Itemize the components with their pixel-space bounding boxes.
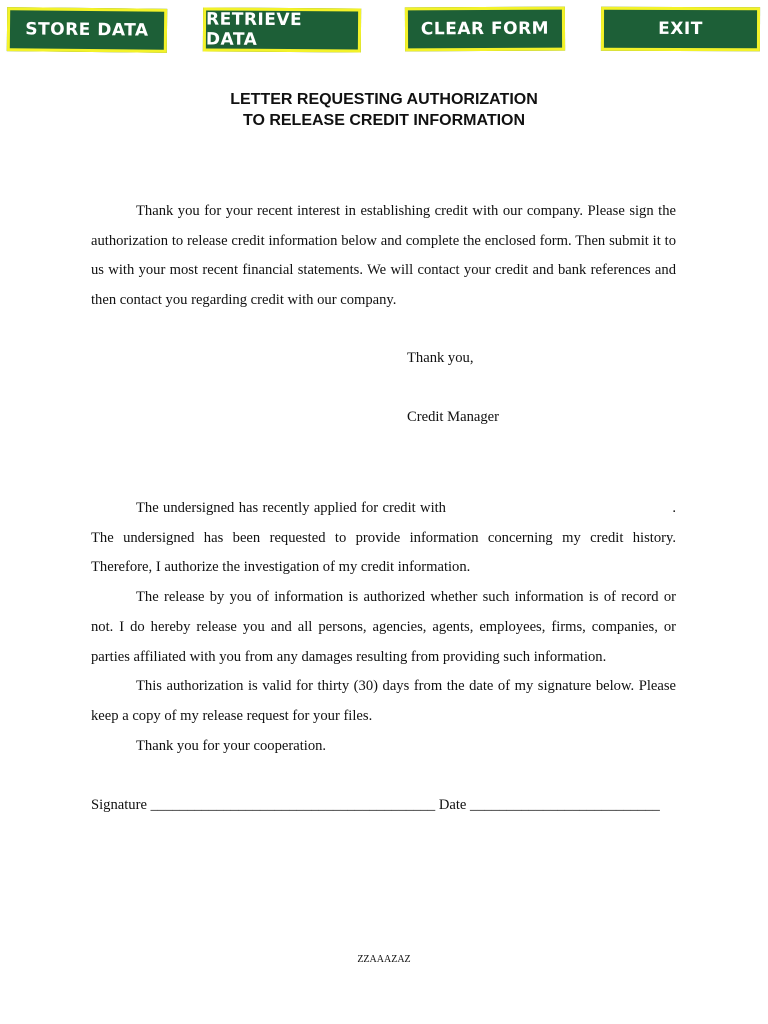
signature-label: Signature (91, 797, 147, 813)
date-line[interactable]: __________________________ (470, 797, 660, 813)
authorization-paragraph-1 (91, 494, 676, 583)
clear-form-button[interactable]: CLEAR FORM (405, 7, 565, 52)
letter-closing: Thank you, (407, 350, 474, 366)
letter-signer: Credit Manager (407, 409, 499, 425)
authorization-applied-text: The undersigned has recently applied for credit with (136, 500, 446, 516)
authorization-section (91, 494, 676, 761)
letter-title-line-2: TO RELEASE CREDIT INFORMATION (242, 112, 526, 129)
authorization-paragraph-4: Thank you for your cooperation. (136, 737, 327, 754)
authorization-paragraph-3: This authorization is valid for thirty (30) days from the date of my signature below. Please keep a copy of my release request for your files. (91, 678, 676, 724)
date-label: Date (438, 797, 467, 813)
footer-code: ZZAAAZAZ (357, 954, 411, 965)
exit-button[interactable]: EXIT (601, 7, 760, 52)
authorization-request-text: . The undersigned has been requested to provide information concerning my credit history. Therefore, I authorize the investigation of my credit information. (91, 500, 676, 576)
letter-title-line-1: LETTER REQUESTING AUTHORIZATION (230, 91, 538, 108)
store-data-button[interactable]: STORE DATA (7, 7, 167, 53)
authorization-paragraph-2: The release by you of information is authorized whether such information is of record or not. I do hereby release you and all persons, agencies, agents, employees, firms, companies, or parties affiliated with you from any damages resulting from providing such information. (91, 589, 676, 665)
letter-body-paragraph: Thank you for your recent interest in establishing credit with our company. Please sign the authorization to release credit information below and complete the enclosed form. Then submit it to us with your most recent financial statements. We will contact your credit and bank references and then contact you regarding credit with our company. (91, 203, 676, 309)
signature-line[interactable]: _______________________________________ (150, 797, 436, 813)
retrieve-data-button[interactable]: RETRIEVE DATA (203, 7, 361, 52)
signature-row (91, 797, 660, 814)
